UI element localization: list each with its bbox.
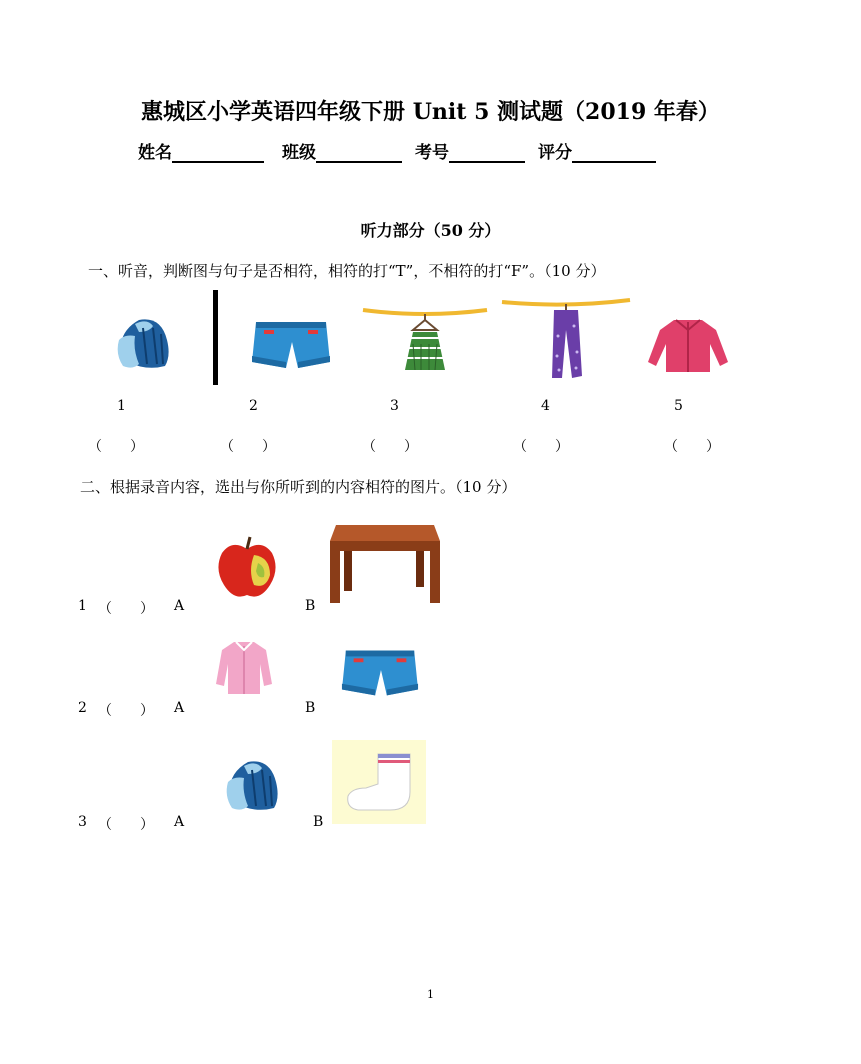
part2-instruction: 二、根据录音内容，选出与你所听到的内容相符的图片。（10 分） bbox=[80, 478, 517, 496]
hat-icon bbox=[222, 752, 282, 814]
number-blank[interactable] bbox=[449, 143, 525, 163]
part2-item-number: 3 bbox=[78, 814, 87, 830]
table-icon bbox=[326, 523, 442, 605]
name-blank[interactable] bbox=[172, 143, 264, 163]
page-title: 惠城区小学英语四年级下册 Unit 5 测试题（2019 年春） bbox=[141, 99, 720, 125]
class-field-label bbox=[282, 138, 402, 163]
name-field-label bbox=[138, 138, 264, 163]
option-b-label: B bbox=[313, 814, 324, 830]
number-label: 考号 bbox=[415, 143, 449, 163]
answer-blank[interactable]: （ ） bbox=[362, 439, 418, 455]
answer-blank[interactable]: （ ） bbox=[664, 439, 720, 455]
answer-blank[interactable]: （ ） bbox=[98, 703, 154, 719]
number-field-label bbox=[415, 138, 525, 163]
section-title: 听力部分（50 分） bbox=[360, 221, 501, 240]
part1-item-number: 3 bbox=[390, 398, 399, 414]
page-number: 1 bbox=[427, 988, 434, 1001]
answer-blank[interactable]: （ ） bbox=[88, 439, 144, 455]
shirt-icon bbox=[216, 640, 272, 696]
part1-item-number: 2 bbox=[249, 398, 258, 414]
score-label: 评分 bbox=[538, 143, 572, 163]
pants-icon bbox=[502, 296, 630, 382]
part2-item-number: 2 bbox=[78, 700, 87, 716]
class-label: 班级 bbox=[282, 143, 316, 163]
option-a-label: A bbox=[174, 814, 185, 830]
name-label: 姓名 bbox=[138, 143, 172, 163]
part2-item-number: 1 bbox=[78, 598, 87, 614]
part1-item-number: 5 bbox=[674, 398, 683, 414]
score-blank[interactable] bbox=[572, 143, 656, 163]
shorts-icon bbox=[250, 318, 332, 370]
class-blank[interactable] bbox=[316, 143, 402, 163]
option-a-label: A bbox=[174, 598, 185, 614]
option-b-label: B bbox=[305, 700, 316, 716]
sock-icon bbox=[332, 740, 426, 824]
divider-bar bbox=[213, 290, 218, 385]
skirt-icon bbox=[363, 304, 487, 376]
part1-instruction: 一、听音，判断图与句子是否相符，相符的打“T”，不相符的打“F”。（10 分） bbox=[88, 262, 606, 280]
apple-icon bbox=[214, 535, 280, 601]
hat-icon bbox=[113, 310, 173, 372]
answer-blank[interactable]: （ ） bbox=[513, 439, 569, 455]
answer-blank[interactable]: （ ） bbox=[98, 601, 154, 617]
option-b-label: B bbox=[305, 598, 316, 614]
score-field-label bbox=[538, 138, 656, 163]
jacket-icon bbox=[646, 316, 730, 372]
option-a-label: A bbox=[174, 700, 185, 716]
answer-blank[interactable]: （ ） bbox=[220, 439, 276, 455]
part1-item-number: 1 bbox=[117, 398, 126, 414]
answer-blank[interactable]: （ ） bbox=[98, 817, 154, 833]
part1-item-number: 4 bbox=[541, 398, 550, 414]
shorts-icon bbox=[340, 646, 420, 698]
